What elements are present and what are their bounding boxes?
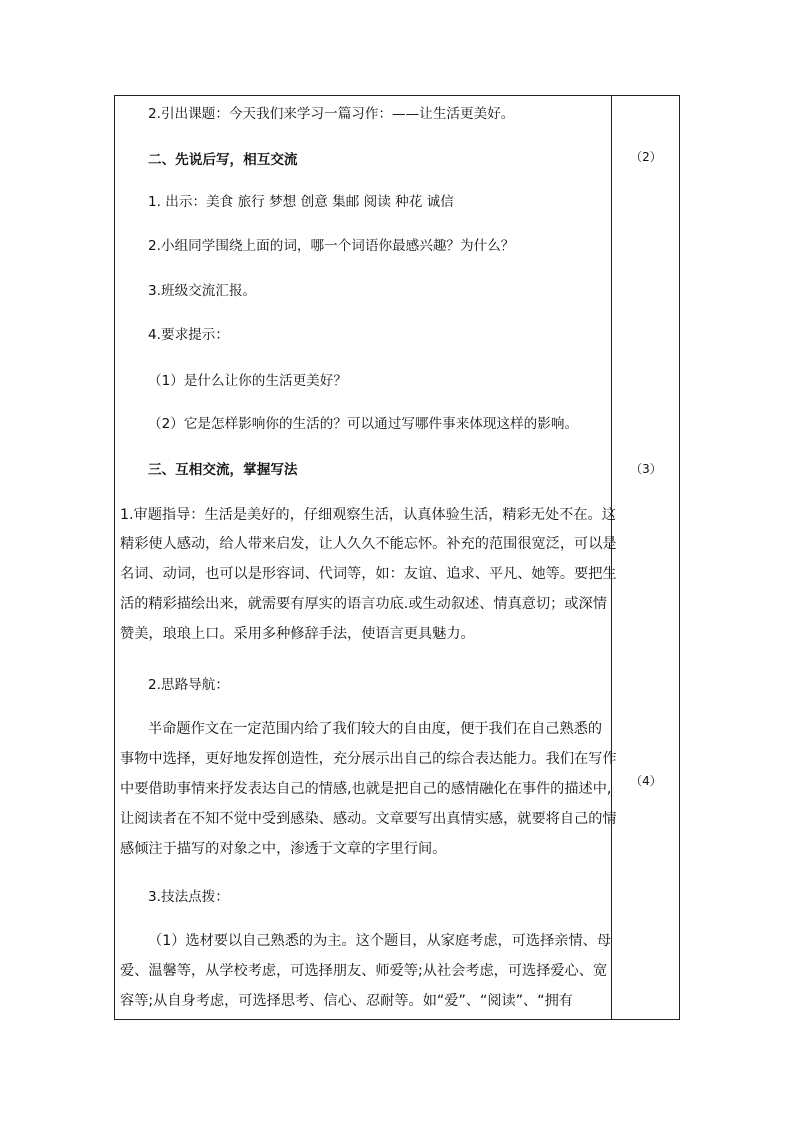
score-label-4: （4） [630,774,662,788]
nav-line: 让阅读者在不知不觉中受到感染、感动。文章要写出真情实感，就要将自己的情 [120,811,617,827]
tech-line: 爱、温馨等，从学校考虑，可选择朋友、师爱等;从社会考虑，可选择爱心、宽 [120,963,608,979]
nav-line: 半命题作文在一定范围内给了我们较大的自由度，便于我们在自己熟悉的 [148,721,603,737]
part2-sub-2: （2）它是怎样影响你的生活的？可以通过写哪件事来体现这样的影响。 [148,416,579,432]
tech-line: （1）选材要以自己熟悉的为主。这个题目，从家庭考虑，可选择亲情、母 [148,933,612,949]
part3-heading: 三、互相交流，掌握写法 [148,462,298,478]
part2-sub-1: （1）是什么让你的生活更美好？ [148,373,347,389]
content-column [115,96,617,1019]
nav-line: 中要借助事情来抒发表达自己的情感,也就是把自己的感情融化在事件的描述中, [120,781,612,797]
nav-line: 感倾注于描写的对象之中，渗透于文章的字里行间。 [120,841,447,857]
score-column [612,96,680,1019]
part2-heading: 二、先说后写，相互交流 [148,152,298,168]
part2-item-2: 2.小组同学围绕上面的词，哪一个词语你最感兴趣？为什么？ [148,238,515,254]
score-label-3: （3） [630,462,662,476]
nav-heading: 2.思路导航： [148,677,229,693]
nav-line: 事物中选择，更好地发挥创造性，充分展示出自己的综合表达能力。我们在写作 [120,751,617,767]
audit-line: 名词、动词，也可以是形容词、代词等，如：友谊、追求、平凡、她等。要把生 [120,566,617,582]
part2-item-4: 4.要求提示： [148,327,229,343]
intro-item-2: 2.引出课题：今天我们来学习一篇习作：——让生活更美好。 [148,106,515,122]
audit-line: 活的精彩描绘出来，就需要有厚实的语言功底.或生动叙述、情真意切；或深情 [120,596,607,612]
tech-heading: 3.技法点拨： [148,889,229,905]
lesson-table [114,95,680,1020]
audit-line: 1.审题指导：生活是美好的，仔细观察生活，认真体验生活，精彩无处不在。这 [120,507,616,523]
tech-line: 容等;从自身考虑，可选择思考、信心、忍耐等。如“爱”、“阅读”、“拥有 [120,993,573,1009]
audit-line: 赞美，琅琅上口。采用多种修辞手法，使语言更具魅力。 [120,626,475,642]
score-label-2: （2） [630,150,662,164]
audit-line: 精彩使人感动，给人带来启发，让人久久不能忘怀。补充的范围很宽泛，可以是 [120,536,617,552]
part2-item-3: 3.班级交流汇报。 [148,283,257,299]
part2-item-1: 1. 出示：美食 旅行 梦想 创意 集邮 阅读 种花 诚信 [148,194,454,210]
